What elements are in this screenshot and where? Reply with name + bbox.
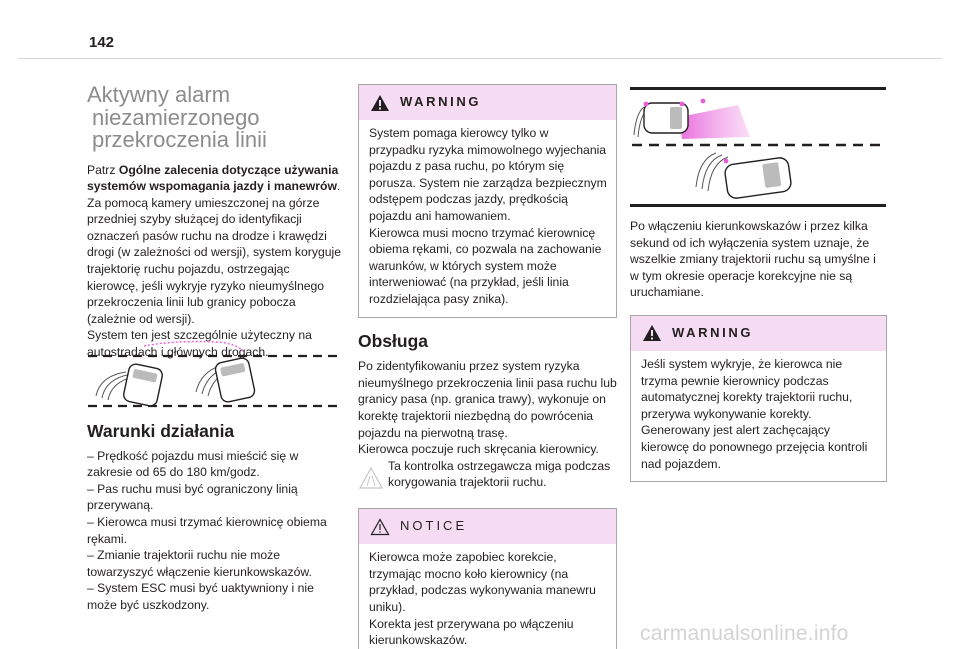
warning-triangle-icon: [370, 94, 390, 112]
page-number: 142: [89, 34, 115, 51]
top-divider: [18, 58, 942, 59]
notice-label: NOTICE: [400, 518, 468, 534]
title-line-3: przekroczenia linii: [92, 127, 267, 152]
notice-triangle-icon: [370, 518, 390, 536]
intro-prefix: Patrz: [87, 162, 119, 177]
title-line-2: niezamierzonego: [92, 104, 260, 130]
page-title: [87, 84, 343, 152]
column-left: [87, 84, 343, 361]
conditions-heading: Warunki działania: [87, 421, 235, 441]
operation-heading: Obsługa: [358, 330, 429, 351]
column-right: [630, 218, 887, 482]
indicator-text: Ta kontrolka ostrzegawcza miga podczas korygowania trajektorii ruchu.: [388, 458, 611, 490]
notice-box: [358, 508, 617, 649]
warning-label: WARNING: [400, 94, 482, 110]
warning-box: [358, 84, 617, 318]
intro-paragraph: [87, 162, 343, 361]
operation-text: Po zidentyfikowaniu przez system ryzyka nieumyślnego przekroczenia linii pasa ruchu lub granicy pasa (np. granica trawy), wykonuje on korektę trajektorii niezbędną do powrócenia pojazdu na pierwotną trasę. Kierowca poczuje ruch skręcania kierownicy.: [358, 359, 617, 457]
warning-header-2: [631, 316, 886, 351]
intro-reference: Ogólne zalecenia dotyczące używania systemów wspomagania jazdy i manewrów: [87, 162, 339, 194]
warning-triangle-icon: [642, 324, 662, 342]
warning-label-2: WARNING: [672, 325, 754, 341]
column-middle: [358, 84, 617, 649]
lane-correction-illustration: [86, 338, 344, 410]
lane-alert-indicator-icon: [358, 458, 388, 495]
watermark: carmanualsonline.info: [640, 622, 849, 645]
warning-box-2: [630, 315, 887, 482]
warning-text-2: Jeśli system wykryje, że kierowca nie trzyma pewnie kierownicy podczas automatycznej korekty trajektorii ruchu, przerywa wykonywanie korekty. Generowany jest alert zachęcający kierowcę do ponownego przejęcia kontroli nad pojazdem.: [641, 356, 868, 471]
indicator-paragraph: Po włączeniu kierunkowskazów i przez kilka sekund od ich wyłączenia system uznaje, że wszelkie zmiany trajektorii ruchu są umyślne i w tym okresie operacje korekcyjne nie są uruchamiane.: [630, 219, 876, 300]
title-line-1: Aktywny alarm: [87, 82, 231, 107]
indicator-note: [358, 458, 617, 495]
conditions-list: – Prędkość pojazdu musi mieścić się w zakresie od 65 do 180 km/godz. – Pas ruchu musi być ograniczony linią przerywaną. – Kierowca musi trzymać kierownicę obiema rękami. – Zmianie trajektorii ruchu nie może towarzyszyć włączenie kierunkowskazów. – System ESC musi być uaktywniony i nie może być uszkodzony.: [87, 448, 327, 612]
notice-header: [359, 509, 616, 544]
turn-signal-illustration: [630, 87, 886, 207]
notice-text: Kierowca może zapobiec korekcie, trzymając mocno koło kierownicy (na przykład, podczas wykonywania manewru uniku). Korekta jest przerywana po włączeniu kierunkowskazów.: [369, 550, 596, 648]
warning-header: [359, 85, 616, 120]
intro-text: . Za pomocą kamery umieszczonej na górze przedniej szyby służącej do identyfikacji oznaczeń pasów ruchu na drodze i krawędzi drogi (w zależności od wersji), system koryguje trajektorię ruchu pojazdu, ostrzegając kierowcę, jeśli wykryje ryzyko nieumyślnego przekroczenia linii lub granicy pobocza (zależnie od wersji). System ten jest szczególnie użyteczny na autostradach i głównych drogach.: [87, 179, 341, 360]
conditions-section: [87, 423, 343, 614]
warning-text: System pomaga kierowcy tylko w przypadku ryzyka mimowolnego wyjechania pojazdu z pasa ruchu, po którym się porusza. System nie zarządza bezpiecznym odstępem podczas jazdy, prędkością pojazdu ani hamowaniem. Kierowca musi mocno trzymać kierownicę obiema rękami, co pozwala na zachowanie warunków, w których system może interweniować (na przykład, jeśli linia rozdzielająca pasy znika).: [369, 126, 607, 306]
